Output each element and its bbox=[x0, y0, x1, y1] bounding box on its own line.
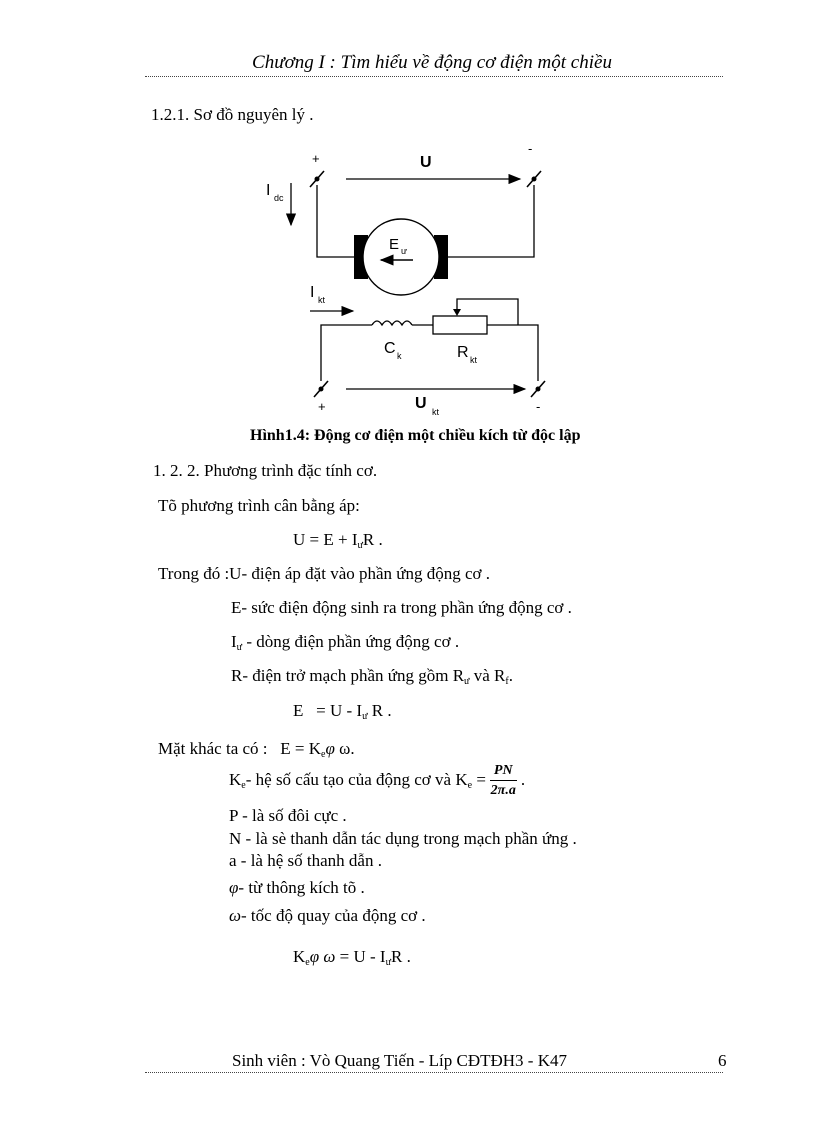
section-heading-121: 1.2.1. Sơ đồ nguyên lý . bbox=[151, 105, 314, 124]
equation-e-k-phi-omega: Mặt khác ta có : $E = K_e\varphi$ ω. bbox=[158, 739, 355, 760]
field-current-kt-sub: kt bbox=[318, 295, 326, 305]
bottom-right-terminal bbox=[531, 381, 545, 397]
top-left-terminal bbox=[310, 171, 324, 187]
current-i-label: I bbox=[266, 182, 271, 199]
coil-k-sub: k bbox=[397, 351, 402, 361]
definition-u: Trong đó :U- điện áp đặt vào phần ứng động cơ . bbox=[158, 564, 491, 583]
field-right-wire bbox=[487, 325, 538, 381]
resistor-r-label: R bbox=[457, 344, 469, 361]
motor-circuit-diagram bbox=[250, 145, 580, 425]
definition-n: N - là sè thanh dẫn tác dụng trong mạch phần ứng . bbox=[229, 829, 577, 848]
definition-ke: $K_e-$ hệ số cấu tạo của động cơ và $K_e$ = $\frac{PN}{2\pi.a}$ . bbox=[229, 763, 526, 798]
bottom-plus-label: + bbox=[318, 399, 326, 414]
armature-left-wire bbox=[317, 185, 354, 257]
definition-i: $I_ư$ - dòng điện phần ứng động cơ . bbox=[231, 632, 460, 653]
field-coil-ck bbox=[372, 321, 412, 325]
figure-caption: Hình1.4: Động cơ điện một chiều kích từ độc lập bbox=[250, 427, 581, 444]
header-divider bbox=[145, 76, 723, 77]
section-heading-122: 1. 2. 2. Phương trình đặc tính cơ. bbox=[153, 461, 378, 480]
field-voltage-kt-sub: kt bbox=[432, 407, 440, 417]
field-current-i-label: I bbox=[310, 284, 315, 301]
field-voltage-u-label: U bbox=[415, 395, 427, 412]
final-equation: $K_e\varphi$ $\omega = U - I_ưR$ . bbox=[293, 947, 411, 968]
top-right-terminal bbox=[527, 171, 541, 187]
page-header-title: Chương I : Tìm hiểu về động cơ điện một chiều bbox=[252, 52, 612, 73]
definition-omega: ω- tốc độ quay của động cơ . bbox=[229, 906, 426, 925]
top-plus-label: + bbox=[312, 151, 320, 166]
motor-armature bbox=[363, 219, 439, 295]
field-left-wire bbox=[321, 325, 372, 381]
emf-e-label: E bbox=[389, 236, 400, 253]
rheostat-wiper-arrow bbox=[453, 309, 461, 316]
coil-c-label: C bbox=[384, 340, 396, 357]
definition-p: P - là số đôi cực . bbox=[229, 806, 347, 825]
current-dc-sub: dc bbox=[274, 193, 284, 203]
footer-divider bbox=[145, 1072, 723, 1073]
definition-a: a - là hệ số thanh dẫn . bbox=[229, 851, 382, 870]
footer-student-info: Sinh viên : Vò Quang Tiến - Líp CĐTĐH3 - K47 bbox=[232, 1051, 567, 1070]
resistor-kt-sub: kt bbox=[470, 355, 478, 365]
intro-text: Tõ phương trình cân bằng áp: bbox=[158, 496, 360, 515]
definition-e: E- sức điện động sinh ra trong phần ứng động cơ . bbox=[231, 598, 572, 617]
definition-phi: φ- từ thông kích tõ . bbox=[229, 878, 365, 897]
definition-r: R- điện trở mạch phần ứng gồm $R_ư$ và $R_f$. bbox=[231, 666, 513, 687]
top-minus-label: - bbox=[528, 145, 533, 156]
field-rheostat-rkt bbox=[433, 316, 487, 334]
equation-2: $E = U - I_ư$ R . bbox=[293, 701, 392, 722]
ke-fraction: $\frac{PN}{2\pi.a}$ bbox=[490, 763, 516, 798]
voltage-u-label: U bbox=[420, 154, 432, 171]
armature-right-wire bbox=[448, 185, 534, 257]
equation-1: $U = E + I_ưR$ . bbox=[293, 530, 383, 551]
bottom-minus-label: - bbox=[536, 399, 541, 414]
bottom-left-terminal bbox=[314, 381, 328, 397]
page-number: 6 bbox=[718, 1051, 727, 1070]
emf-u-sub: ư bbox=[401, 246, 408, 256]
